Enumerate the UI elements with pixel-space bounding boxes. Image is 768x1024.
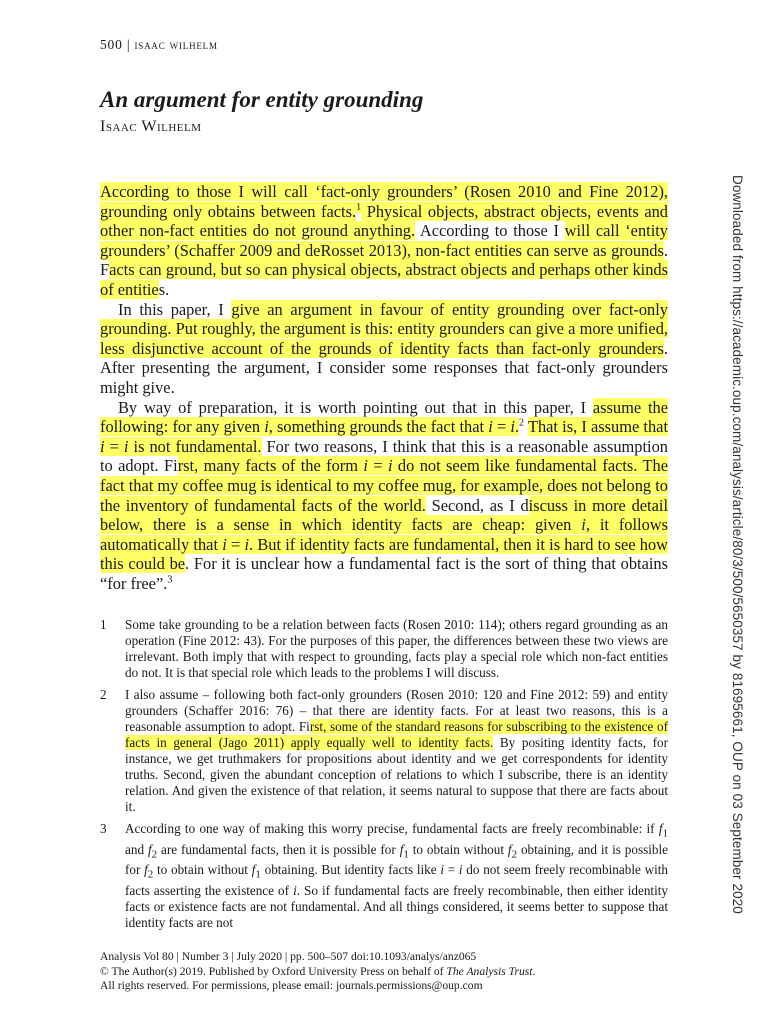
text-run: . F	[100, 240, 668, 280]
text-run: i	[440, 862, 445, 878]
footnote-ref: 1	[356, 202, 362, 214]
highlighted-text: will call ‘entity grounders’ (Schaffer 2009 and deRosset 2013), non-fact entities can serve as grounds	[100, 221, 668, 260]
highlighted-text: acts can ground, but so can physical objects, abstract objects and perhaps other kinds of entitie	[100, 260, 668, 299]
footnote-number: 2	[100, 687, 107, 702]
highlighted-text: i	[488, 417, 493, 437]
highlighted-text: Physical objects, abstract objects, events and other non-fact entities do not ground anything.	[100, 201, 669, 241]
text-run: . For it is unclear how a fundamental fact is the sort of thing that obtains “for free”.	[100, 554, 669, 593]
paragraph-2	[100, 300, 668, 398]
footnotes	[100, 617, 668, 937]
footnote-text	[125, 617, 668, 681]
text-run: f	[658, 821, 663, 836]
highlighted-text: i	[123, 436, 129, 456]
text-run: to obtain without	[408, 841, 508, 857]
footnote-ref: 2	[519, 417, 525, 429]
footnote-text	[125, 821, 668, 931]
text-run: According to one way of making this worry precise, fundamental facts are freely recombinable: if	[125, 821, 659, 836]
highlighted-text: i	[100, 436, 105, 456]
highlighted-text: =	[492, 417, 511, 437]
text-run: f	[144, 862, 148, 878]
text-run: 1	[662, 827, 668, 840]
footer-rights: All rights reserved. For permissions, please email: journals.permissions@oup.com	[100, 979, 483, 992]
running-head: 500 | isaac wilhelm	[100, 37, 218, 52]
highlighted-text: rst, some of the standard reasons for subscribing to the existence of facts in general (Jago 2011) apply equally well to identity facts.	[125, 719, 668, 750]
text-run: . After presenting the argument, I consider some responses that fact-only grounders might give.	[100, 338, 668, 397]
text-run: 2	[147, 868, 154, 881]
text-run: s.	[158, 279, 170, 299]
footnote-2	[100, 687, 668, 815]
footnote-number: 3	[100, 821, 107, 836]
footnote-ref: 3	[167, 574, 173, 586]
footnote-3	[100, 821, 668, 931]
text-run: f	[147, 841, 152, 857]
highlighted-text: is not fundamental.	[128, 436, 262, 456]
text-run: By way of preparation, it is worth pointing out that in this paper, I	[118, 397, 593, 417]
text-run: obtaining. But identity facts like	[260, 862, 441, 878]
highlighted-text: According to those I will call ‘fact-only grounders’ (Rosen 2010 and Fine 2012), grounding only obtains between facts.	[100, 182, 668, 221]
highlighted-text: i	[244, 534, 250, 554]
text-run: f	[507, 841, 512, 857]
page-footer	[100, 950, 668, 994]
highlighted-text: i	[387, 456, 393, 476]
highlighted-text: , it follows automatically that	[100, 515, 668, 554]
footnote-1	[100, 617, 668, 681]
highlighted-text: iscuss in more detail below, there is a sense in which identity facts are cheap: given	[100, 495, 668, 535]
text-run: 2	[151, 848, 158, 861]
text-run: f	[399, 841, 404, 857]
paragraph-1	[100, 182, 668, 300]
text-run: obtaining, and it is possible for	[125, 841, 668, 878]
article-title: An argument for entity grounding	[100, 87, 424, 112]
highlighted-text: give an argument in favour of entity grounding over fact-only grounding. Put roughly, the argument is this: entity grounders can give a more unified, less disjunctive account of the grounds of identity facts than fact-only grounders	[100, 299, 668, 358]
highlighted-text: i	[222, 534, 227, 554]
article-page	[100, 0, 668, 1024]
highlighted-text: =	[104, 436, 124, 456]
footer-copyright	[100, 965, 668, 980]
text-run: =	[444, 862, 459, 878]
highlighted-text: .	[514, 417, 520, 437]
text-run: are fundamental facts, then it is possible for	[157, 841, 400, 857]
text-run: to obtain without	[153, 862, 252, 878]
text-run: Second, as I d	[425, 495, 529, 515]
highlighted-text: i	[264, 417, 269, 437]
highlighted-text: =	[226, 534, 245, 554]
footnote-text	[125, 687, 668, 815]
text-run: do not seem freely recombinable with facts asserting the existence of	[125, 862, 669, 898]
text-run: Some take grounding to be a relation between facts (Rosen 2010: 114); others regard grounding as an operation (Fine 2012: 43). For the purposes of this paper, the differences between these two views are irrelevant. Both imply that with respect to grounding, facts play a special role which non-fact entities do not. It is that special role which leads to the problems I will discuss.	[125, 617, 668, 680]
footer-copyright-prefix: © The Author(s) 2019. Published by Oxford University Press on behalf of	[100, 964, 447, 978]
body-text	[100, 182, 668, 593]
footer-copyright-suffix: .	[532, 964, 536, 978]
text-run: In this paper, I	[118, 299, 232, 319]
text-run: 2	[511, 848, 518, 861]
highlighted-text: assume the following: for any given	[100, 397, 668, 437]
text-run: i	[458, 862, 463, 878]
paragraph-3	[100, 398, 668, 594]
highlighted-text: =	[367, 456, 388, 476]
download-watermark: Downloaded from https://academic.oup.com/analysis/article/80/3/500/5650357 by 81695661, OUP on 03 September 2020	[730, 175, 745, 914]
text-run: 1	[403, 848, 409, 861]
footer-citation: Analysis Vol 80 | Number 3 | July 2020 | pp. 500–507 doi:10.1093/analys/anz065	[100, 950, 477, 963]
highlighted-text: That is, I assume that	[527, 417, 669, 437]
highlighted-text: i	[363, 456, 368, 476]
highlighted-text: , something grounds the fact that	[268, 417, 489, 437]
text-run: 1	[255, 868, 261, 881]
footnote-number: 1	[100, 617, 107, 632]
text-run: i	[293, 882, 297, 898]
text-run: I also assume – following both fact-only grounders (Rosen 2010: 120 and Fine 2012: 59) and entity grounders (Schaffer 2016: 76) – that there are identity facts. For at least two reasons, this is a reasonable assumption to adopt. Fi	[125, 687, 668, 734]
highlighted-text: rst, many facts of the form	[177, 456, 364, 476]
text-run: . So if fundamental facts are freely recombinable, then either identity facts or existence facts are not fundamental. And all things considered, it seems better to suppose that identity facts are not	[125, 882, 668, 930]
text-run: By positing identity facts, for instance, we get truthmakers for propositions about identity and we get correspondents for identity truths. Second, given the abundant conception of relations to which I subscribe, there is an identity relation. And given the existence of that relation, it seems natural to suppose that there are facts about it.	[125, 735, 668, 814]
highlighted-text: . But if identity facts are fundamental, then it is hard to see how this could be	[100, 534, 668, 574]
highlighted-text: i	[581, 515, 586, 535]
text-run: and	[125, 841, 148, 857]
article-author: Isaac Wilhelm	[100, 118, 202, 135]
text-run: f	[251, 862, 256, 878]
text-run: According to those I	[415, 221, 565, 241]
highlighted-text: i	[510, 417, 515, 437]
text-run: For two reasons, I think that this is a reasonable assumption to adopt. Fi	[100, 436, 668, 476]
footer-copyright-trust: The Analysis Trust	[446, 964, 533, 978]
highlighted-text: do not seem like fundamental facts. The fact that my coffee mug is identical to my coffee mug, for example, does not belong to the inventory of fundamental facts of the world.	[100, 456, 668, 515]
